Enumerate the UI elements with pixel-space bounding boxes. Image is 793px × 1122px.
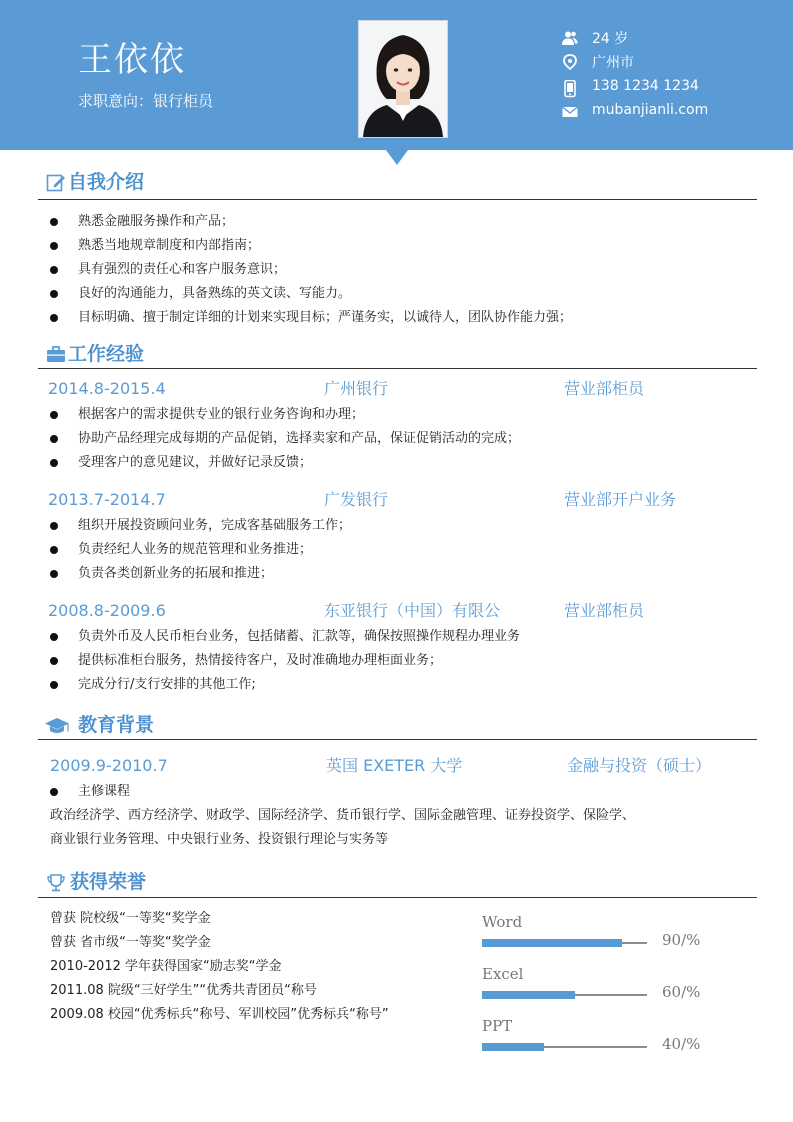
list-item: 具有强烈的责任心和客户服务意识； [48,258,572,282]
list-item: 负责各类创新业务的拓展和推进； [48,562,351,586]
resume-header [0,0,793,150]
job-period: 2013.7-2014.7 [48,490,166,509]
course-list: 商业银行业务管理、中央银行业务、投资银行理论与实务等 [50,832,389,847]
work-title-text: 工作经验 [68,343,145,365]
list-item: 组织开展投资顾问业务，完成客基础服务工作； [48,514,351,538]
list-item: 提供标准柜台服务，热情接待客户，及时准确地办理柜面业务； [48,649,520,673]
list-item: 根据客户的需求提供专业的银行业务咨询和办理； [48,403,520,427]
list-item: 曾获 省市级“一等奖“奖学金 [50,935,211,950]
briefcase-icon [46,345,66,363]
skill-percent: 40/% [662,1035,701,1053]
list-item: 协助产品经理完成每期的产品促销，选择卖家和产品，保证促销活动的完成； [48,427,520,451]
education-divider [38,739,757,740]
edit-icon [46,173,66,193]
skill-level-bar [482,1043,544,1051]
job-period: 2014.8-2015.4 [48,379,166,398]
skill-percent: 90/% [662,931,701,949]
portrait-image [359,21,447,137]
contact-age [562,26,762,50]
skill-level-bar [482,991,575,999]
candidate-name: 王依依 [78,40,186,80]
skill-level-bar [482,939,622,947]
education-school: 英国 EXETER 大学 [326,756,463,775]
list-item: 目标明确、擅于制定详细的计划来实现目标；严谨务实，以诚待人，团队协作能力强； [48,306,572,330]
education-major: 金融与投资（硕士） [567,756,712,775]
list-item: 主修课程 [48,780,130,804]
list-item: 熟悉当地规章制度和内部指南； [48,234,572,258]
job-duties [48,625,520,697]
list-item: 负责经纪人业务的规范管理和业务推进； [48,538,351,562]
list-item: 熟悉金融服务操作和产品； [48,210,572,234]
education-title-text: 教育背景 [78,714,155,736]
honors-list [50,907,440,1027]
skill-name: Word [482,913,523,931]
education-heading [50,754,750,778]
website-text: mubanjianli.com [592,102,709,118]
work-divider [38,368,757,369]
job-role: 营业部柜员 [564,601,645,620]
contact-phone [562,76,762,100]
about-title-text: 自我介绍 [68,171,145,193]
honors-title-text: 获得荣誉 [70,871,147,893]
list-item: 2009.08 校园“优秀标兵“称号、军训校园”优秀标兵“称号” [50,1007,389,1022]
job-intent: 求职意向：银行柜员 [78,92,214,110]
contact-city [562,50,762,74]
age-text: 24 岁 [592,31,629,47]
honors-divider [38,897,757,898]
graduation-cap-icon [44,716,70,736]
skill-percent: 60/% [662,983,701,1001]
list-item: 2010-2012 学年获得国家“励志奖“学金 [50,959,282,974]
job-period: 2008.8-2009.6 [48,601,166,620]
job-heading [48,377,748,401]
list-item: 良好的沟通能力，具备熟练的英文读、写能力。 [48,282,572,306]
city-text: 广州市 [592,55,634,71]
course-list: 政治经济学、西方经济学、财政学、国际经济学、货币银行学、国际金融管理、证券投资学、保险学、 [50,808,636,823]
user-icon [562,30,578,46]
job-company: 广州银行 [324,379,389,398]
list-item: 曾获 院校级“一等奖“奖学金 [50,911,211,926]
course-heading [48,780,130,804]
list-item: 完成分行/支行安排的其他工作; [48,673,520,697]
job-heading [48,599,748,623]
education-period: 2009.9-2010.7 [50,756,168,775]
header-pointer [386,150,408,165]
contact-website [562,100,762,124]
about-list [48,210,572,330]
job-company: 广发银行 [324,490,389,509]
job-company: 东亚银行（中国）有限公 [324,601,501,620]
about-divider [38,199,757,200]
job-role: 营业部开户业务 [564,490,677,509]
list-item: 负责外币及人民币柜台业务，包括储蓄、汇款等，确保按照操作规程办理业务 [48,625,520,649]
list-item: 受理客户的意见建议，并做好记录反馈； [48,451,520,475]
job-role: 营业部柜员 [564,379,645,398]
skill-name: PPT [482,1017,513,1035]
mail-icon [562,104,578,120]
trophy-icon [46,873,66,893]
job-duties [48,403,520,475]
job-heading [48,488,748,512]
profile-photo [358,20,448,138]
skill-name: Excel [482,965,524,983]
phone-icon [562,80,578,98]
job-duties [48,514,351,586]
list-item: 2011.08 院级“三好学生”“优秀共青团员“称号 [50,983,317,998]
phone-text: 138 1234 1234 [592,78,699,94]
location-pin-icon [562,54,578,70]
